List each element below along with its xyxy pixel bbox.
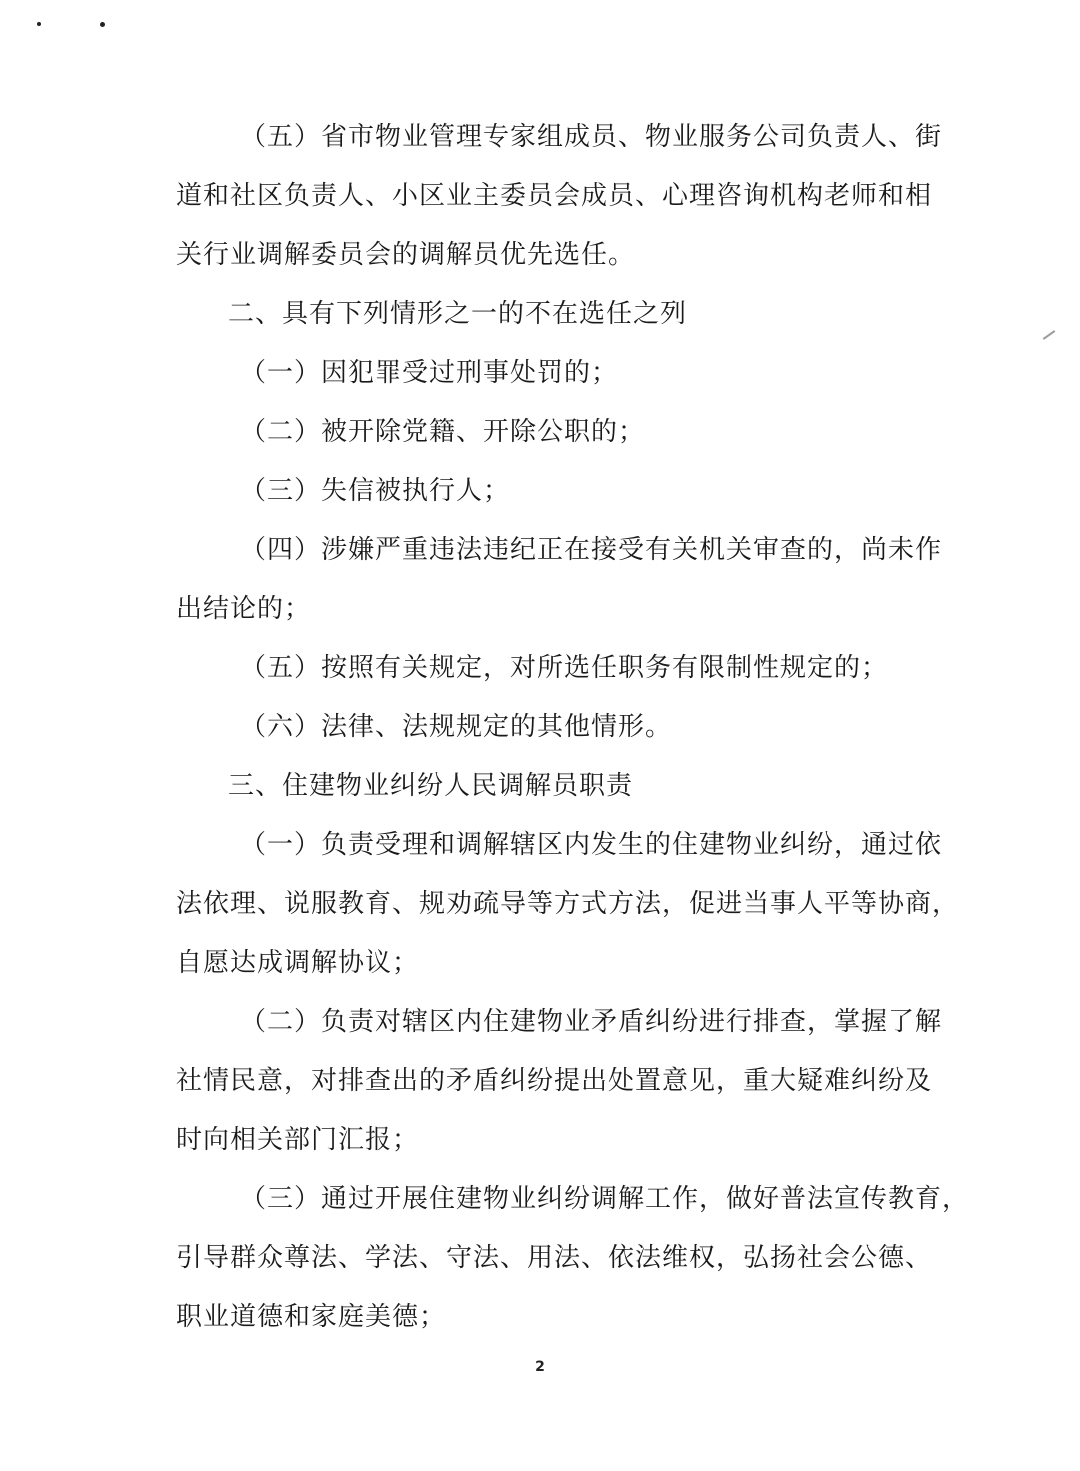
text-line: 道和社区负责人、小区业主委员会成员、心理咨询机构老师和相 (176, 181, 933, 211)
text-line: 社情民意，对排查出的矛盾纠纷提出处置意见，重大疑难纠纷及 (176, 1066, 933, 1096)
scan-speck (100, 22, 105, 27)
document-body (176, 108, 970, 1347)
text-line: 关行业调解委员会的调解员优先选任。 (176, 240, 636, 270)
text-line: 时向相关部门汇报； (176, 1125, 420, 1155)
section-heading: 二、具有下列情形之一的不在选任之列 (228, 299, 688, 329)
text-line: （四）涉嫌严重违法违纪正在接受有关机关审查的，尚未作 (240, 535, 943, 565)
text-line: （六）法律、法规规定的其他情形。 (240, 712, 673, 742)
page-number: 2 (535, 1359, 545, 1375)
text-line: 自愿达成调解协议； (176, 948, 420, 978)
text-line: （二）被开除党籍、开除公职的； (240, 417, 646, 447)
text-line: 出结论的； (176, 594, 312, 624)
text-line: 职业道德和家庭美德； (176, 1302, 447, 1332)
text-line: （一）因犯罪受过刑事处罚的； (240, 358, 619, 388)
scan-mark (1043, 330, 1056, 340)
text-line: （二）负责对辖区内住建物业矛盾纠纷进行排查，掌握了解 (240, 1007, 943, 1037)
text-line: （三）失信被执行人； (240, 476, 511, 506)
section-heading: 三、住建物业纠纷人民调解员职责 (228, 771, 634, 801)
text-line: （一）负责受理和调解辖区内发生的住建物业纠纷，通过依 (240, 830, 943, 860)
text-line: （五）按照有关规定，对所选任职务有限制性规定的； (240, 653, 889, 683)
text-line: 引导群众尊法、学法、守法、用法、依法维权，弘扬社会公德、 (176, 1243, 933, 1273)
scan-speck (37, 22, 41, 26)
text-line: 法依理、说服教育、规劝疏导等方式方法，促进当事人平等协商， (176, 889, 960, 919)
text-line: （三）通过开展住建物业纠纷调解工作，做好普法宣传教育， (240, 1184, 970, 1214)
text-line: （五）省市物业管理专家组成员、物业服务公司负责人、街 (240, 122, 943, 152)
